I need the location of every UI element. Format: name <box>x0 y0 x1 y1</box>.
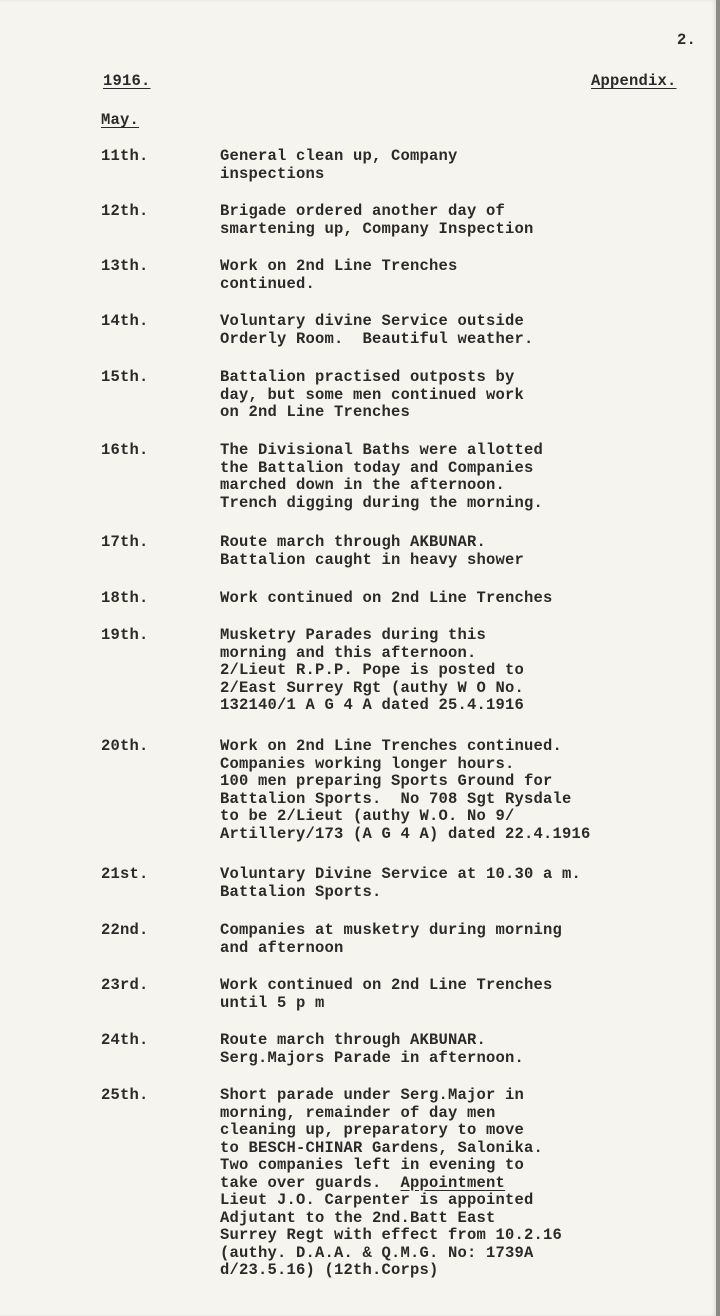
entry-date: 11th. <box>101 147 149 165</box>
entry-line: to be 2/Lieut (authy W.O. No 9/ <box>220 807 515 825</box>
entry-line: the Battalion today and Companies <box>220 458 534 477</box>
entry-date: 23rd. <box>101 976 149 994</box>
entry-date: 24th. <box>101 1031 149 1049</box>
entry-text <box>220 313 700 348</box>
entry-line: Musketry Parades during this <box>220 626 487 644</box>
entry-line: morning, remainder of day men <box>220 1103 496 1122</box>
entry-line: continued. <box>220 274 316 293</box>
entry-text <box>220 738 700 843</box>
entry-line: Companies at musketry during morning <box>220 921 563 939</box>
entry-date: 21st. <box>101 865 149 883</box>
entry-line: Work on 2nd Line Trenches continued. <box>220 737 563 755</box>
entry-text <box>220 590 700 608</box>
entry-line: Artillery/173 (A G 4 A) dated 22.4.1916 <box>220 824 591 843</box>
entry-text <box>220 148 700 183</box>
appendix-heading: Appendix. <box>591 72 677 90</box>
entry-line: until 5 p m <box>220 993 325 1012</box>
entry-line: morning and this afternoon. <box>220 643 477 662</box>
entry-text <box>220 866 700 901</box>
entry-date: 25th. <box>101 1086 149 1104</box>
entry-line: Work continued on 2nd Line Trenches <box>220 976 553 994</box>
entry-text <box>220 1032 700 1067</box>
entry-line: (authy. D.A.A. & Q.M.G. No: 1739A <box>220 1243 534 1262</box>
entry-text <box>220 203 700 238</box>
entry-line: 2/East Surrey Rgt (authy W O No. <box>220 678 525 697</box>
page-number: 2. <box>677 31 697 49</box>
entry-text <box>220 1087 700 1280</box>
entry-line: Route march through AKBUNAR. <box>220 533 487 551</box>
entry-line: Brigade ordered another day of <box>220 202 506 220</box>
entry-date: 15th. <box>101 368 149 386</box>
entry-text <box>220 258 700 293</box>
entry-line: cleaning up, preparatory to move <box>220 1121 525 1139</box>
entry-date: 14th. <box>101 312 149 330</box>
entry-date: 20th. <box>101 737 149 755</box>
entry-date: 22nd. <box>101 921 149 939</box>
entry-line: Serg.Majors Parade in afternoon. <box>220 1048 525 1067</box>
entry-line: 100 men preparing Sports Ground for <box>220 772 553 790</box>
entry-date: 13th. <box>101 257 149 275</box>
entry-line: Voluntary divine Service outside <box>220 312 525 330</box>
entry-line: on 2nd Line Trenches <box>220 403 411 421</box>
entry-date: 12th. <box>101 202 149 220</box>
entry-line-text: take over guards. <box>220 1173 382 1192</box>
entry-line: General clean up, Company <box>220 147 458 165</box>
entry-line: and afternoon <box>220 938 344 957</box>
entry-line: to BESCH-CHINAR Gardens, Salonika. <box>220 1138 544 1157</box>
entry-text <box>220 369 700 422</box>
month-heading: May. <box>101 111 140 129</box>
entry-line: Two companies left in evening to <box>220 1156 525 1174</box>
entry-date: 18th. <box>101 589 149 607</box>
entry-line: Battalion Sports. No 708 Sgt Rysdale <box>220 789 572 808</box>
entry-line: Battalion practised outposts by <box>220 368 515 386</box>
entry-line: Work on 2nd Line Trenches <box>220 257 458 275</box>
entry-line: Route march through AKBUNAR. <box>220 1031 487 1049</box>
entry-text <box>220 442 700 512</box>
entry-line: Orderly Room. Beautiful weather. <box>220 329 534 348</box>
entry-date: 17th. <box>101 533 149 551</box>
entry-line: smartening up, Company Inspection <box>220 219 534 238</box>
entry-text <box>220 977 700 1012</box>
entry-text <box>220 534 700 569</box>
entry-line: Adjutant to the 2nd.Batt East <box>220 1208 496 1227</box>
entry-line: The Divisional Baths were allotted <box>220 441 544 459</box>
year-heading: 1916. <box>103 72 151 90</box>
entry-line <box>220 1175 700 1193</box>
entry-line: 132140/1 A G 4 A dated 25.4.1916 <box>220 696 525 714</box>
entry-line: Lieut J.O. Carpenter is appointed <box>220 1191 534 1209</box>
entry-date: 19th. <box>101 626 149 644</box>
entry-line: Companies working longer hours. <box>220 754 515 773</box>
entry-line: inspections <box>220 164 325 183</box>
entry-line: day, but some men continued work <box>220 385 525 404</box>
entry-line: Surrey Regt with effect from 10.2.16 <box>220 1226 563 1244</box>
entry-line: marched down in the afternoon. <box>220 476 506 494</box>
entry-text <box>220 627 700 715</box>
entry-line: Battalion caught in heavy shower <box>220 550 525 569</box>
entry-line: Battalion Sports. <box>220 882 382 901</box>
entry-line: d/23.5.16) (12th.Corps) <box>220 1261 439 1279</box>
entry-line: 2/Lieut R.P.P. Pope is posted to <box>220 661 525 679</box>
entry-line: Short parade under Serg.Major in <box>220 1086 525 1104</box>
appointment-heading: Appointment <box>400 1173 506 1192</box>
entry-line: Work continued on 2nd Line Trenches <box>220 589 553 607</box>
entry-text <box>220 922 700 957</box>
entry-line: Trench digging during the morning. <box>220 493 544 512</box>
entry-date: 16th. <box>101 441 149 459</box>
entry-line: Voluntary Divine Service at 10.30 a m. <box>220 865 582 883</box>
